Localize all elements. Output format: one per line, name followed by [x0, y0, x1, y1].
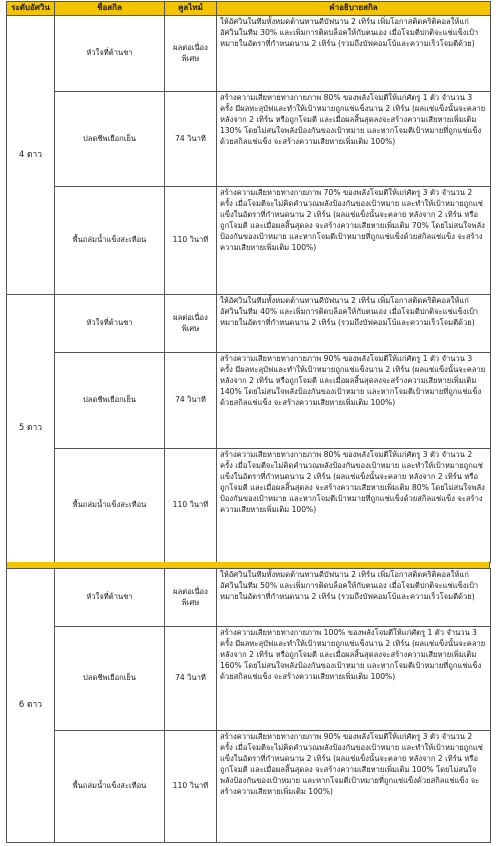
cooldown-cell: 110 วินาที — [165, 449, 217, 563]
table-row — [7, 295, 491, 353]
description-cell: สร้างความเสียหายทางกายภาพ 80% ของพลังโจมตีให้แก่ศัตรู 1 ตัว จำนวน 3 ครั้ง มีผลทะลุบัฟและทำให้เป้าหมายถูกแช่แข็งนาน 2 เทิร์น (ผลแช่แข็งนั้นจะคลาย หลังจาก 2 เทิร์น หรือถูกโจมตี และเมื่อผลสิ้นสุดลงจะสร้างความเสียหายเพิ่มเติม 130% โดยไม่สนใจพลังป้องกันของเป้าหมาย และหากโจมตีเป้าหมายที่ถูกแช่แข็งด้วยสกิลแช่แข็ง จะสร้างความเสียหายเพิ่มเติม 100%) — [217, 92, 491, 187]
table-row — [7, 16, 491, 92]
star-level-cell: 4 ดาว — [7, 16, 55, 295]
cooldown-cell: 74 วินาที — [165, 627, 217, 731]
cooldown-cell: 110 วินาที — [165, 731, 217, 843]
skill-name-cell: หัวใจที่ต้านชา — [55, 16, 165, 92]
description-cell: สร้างความเสียหายทางกายภาพ 80% ของพลังโจมตีให้แก่ศัตรู 3 ตัว จำนวน 2 ครั้ง เมื่อโจมตีจะไม่คิดคำนวณพลังป้องกันของเป้าหมาย และทำให้เป้าหมายถูกแช่แข็งในอัตราที่กำหนดนาน 2 เทิร์น (ผลแช่แข็งนั้นจะคลาย หลังจาก 2 เทิร์น หรือถูกโจมตี และเมื่อผลสิ้นสุดลง จะสร้างความเสียหายเพิ่มเติม 80% โดยไม่สนใจพลังป้องกันของเป้าหมาย และหากโจมตีเป้าหมายที่ถูกแช่แข็งด้วยสกิลแช่แข็ง จะสร้างความเสียหายเพิ่มเติม 100%) — [217, 449, 491, 563]
header-skill-name: ชื่อสกิล — [55, 2, 165, 16]
skill-name-cell: ปลดชีพเยือกเย็น — [55, 627, 165, 731]
description-cell: สร้างความเสียหายทางกายภาพ 100% ของพลังโจมตีให้แก่ศัตรู 1 ตัว จำนวน 3 ครั้ง มีผลทะลุบัฟและทำให้เป้าหมายถูกแช่แข็งนาน 2 เทิร์น (ผลแช่แข็งนั้นจะคลาย หลังจาก 2 เทิร์น หรือถูกโจมตี และเมื่อผลสิ้นสุดลงจะสร้างความเสียหายเพิ่มเติม 160% โดยไม่สนใจพลังป้องกันของเป้าหมาย และหากโจมตีเป้าหมายที่ถูกแช่แข็งด้วยสกิลแช่แข็ง จะสร้างความเสียหายเพิ่มเติม 100%) — [217, 627, 491, 731]
star-level-cell: 5 ดาว — [7, 295, 55, 563]
skill-name-cell: หัวใจที่ต้านชา — [55, 569, 165, 627]
header-cooldown: คูลไทม์ — [165, 2, 217, 16]
cooldown-cell: ผลต่อเนื่องพิเศษ — [165, 16, 217, 92]
skill-name-cell: พื้นถล่มน้ำแข็งสะเทือน — [55, 187, 165, 295]
header-knight-level: ระดับอัศวิน — [7, 2, 55, 16]
skill-name-cell: ปลดชีพเยือกเย็น — [55, 92, 165, 187]
skill-table-part-1 — [6, 1, 491, 563]
table-row — [7, 187, 491, 295]
cooldown-cell: ผลต่อเนื่องพิเศษ — [165, 569, 217, 627]
header-skill-description: คำอธิบายสกิล — [217, 2, 491, 16]
table-header-row — [7, 2, 491, 16]
skill-name-cell: หัวใจที่ต้านชา — [55, 295, 165, 353]
table-row — [7, 353, 491, 449]
skill-table-part-2 — [6, 568, 491, 843]
table-row — [7, 92, 491, 187]
skill-name-cell: พื้นถล่มน้ำแข็งสะเทือน — [55, 449, 165, 563]
table-row — [7, 449, 491, 563]
table-row — [7, 627, 491, 731]
description-cell: สร้างความเสียหายทางกายภาพ 70% ของพลังโจมตีให้แก่ศัตรู 3 ตัว จำนวน 2 ครั้ง เมื่อโจมตีจะไม่คิดคำนวณพลังป้องกันของเป้าหมาย และทำให้เป้าหมายถูกแช่แข็งในอัตราที่กำหนดนาน 2 เทิร์น (ผลแช่แข็งนั้นจะคลาย หลังจาก 2 เทิร์น หรือถูกโจมตี และเมื่อผลสิ้นสุดลง จะสร้างความเสียหายเพิ่มเติม 70% โดยไม่สนใจพลังป้องกันของเป้าหมาย และหากโจมตีเป้าหมายที่ถูกแช่แข็งด้วยสกิลแช่แข็ง จะสร้างความเสียหายเพิ่มเติม 100%) — [217, 187, 491, 295]
description-cell: สร้างความเสียหายทางกายภาพ 90% ของพลังโจมตีให้แก่ศัตรู 1 ตัว จำนวน 3 ครั้ง มีผลทะลุบัฟและทำให้เป้าหมายถูกแช่แข็งนาน 2 เทิร์น (ผลแช่แข็งนั้นจะคลาย หลังจาก 2 เทิร์น หรือถูกโจมตี และเมื่อผลสิ้นสุดลงจะสร้างความเสียหายเพิ่มเติม 140% โดยไม่สนใจพลังป้องกันของเป้าหมาย และหากโจมตีเป้าหมายที่ถูกแช่แข็งด้วยสกิลแช่แข็ง จะสร้างความเสียหายเพิ่มเติม 100%) — [217, 353, 491, 449]
cooldown-cell: 74 วินาที — [165, 353, 217, 449]
description-cell: ให้อัศวินในทีมทั้งหมดต้านทานดีบัฟนาน 2 เทิร์น เพิ่มโอกาสติดคริติคอลให้แก่อัศวินในทีม 30% และเพิ่มการติดบล็อคให้กับตนเอง เมื่อโจมตีปกติจะแช่แข็งเป้าหมายในอัตราที่กำหนดนาน 2 เทิร์น (รวมถึงบัฟคอมโบ้และความเร็วโจมตีด้วย) — [217, 16, 491, 92]
description-cell: ให้อัศวินในทีมทั้งหมดต้านทานดีบัฟนาน 2 เทิร์น เพิ่มโอกาสติดคริติคอลให้แก่อัศวินในทีม 40% และเพิ่มการติดบล็อคให้กับตนเอง เมื่อโจมตีปกติจะแช่แข็งเป้าหมายในอัตราที่กำหนดนาน 2 เทิร์น (รวมถึงบัฟคอมโบ้และความเร็วโจมตีด้วย) — [217, 295, 491, 353]
star-level-cell: 6 ดาว — [7, 569, 55, 843]
skill-name-cell: ปลดชีพเยือกเย็น — [55, 353, 165, 449]
cooldown-cell: 110 วินาที — [165, 187, 217, 295]
table-row — [7, 569, 491, 627]
skill-name-cell: พื้นถล่มน้ำแข็งสะเทือน — [55, 731, 165, 843]
cooldown-cell: 74 วินาที — [165, 92, 217, 187]
table-row — [7, 731, 491, 843]
cooldown-cell: ผลต่อเนื่องพิเศษ — [165, 295, 217, 353]
description-cell: สร้างความเสียหายทางกายภาพ 90% ของพลังโจมตีให้แก่ศัตรู 3 ตัว จำนวน 2 ครั้ง เมื่อโจมตีจะไม่คิดคำนวณพลังป้องกันของเป้าหมาย และทำให้เป้าหมายถูกแช่แข็งในอัตราที่กำหนดนาน 2 เทิร์น (ผลแช่แข็งนั้นจะคลาย หลังจาก 2 เทิร์น หรือถูกโจมตี และเมื่อผลสิ้นสุดลง จะสร้างความเสียหายเพิ่มเติม 100% โดยไม่สนใจพลังป้องกันของเป้าหมาย และหากโจมตีเป้าหมายที่ถูกแช่แข็งด้วยสกิลแช่แข็ง จะสร้างความเสียหายเพิ่มเติม 100%) — [217, 731, 491, 843]
description-cell: ให้อัศวินในทีมทั้งหมดต้านทานดีบัฟนาน 2 เทิร์น เพิ่มโอกาสติดคริติคอลให้แก่อัศวินในทีม 50% และเพิ่มการติดบล็อคให้กับตนเอง เมื่อโจมตีปกติจะแช่แข็งเป้าหมายในอัตราที่กำหนดนาน 2 เทิร์น (รวมถึงบัฟคอมโบ้และความเร็วโจมตีด้วย) — [217, 569, 491, 627]
